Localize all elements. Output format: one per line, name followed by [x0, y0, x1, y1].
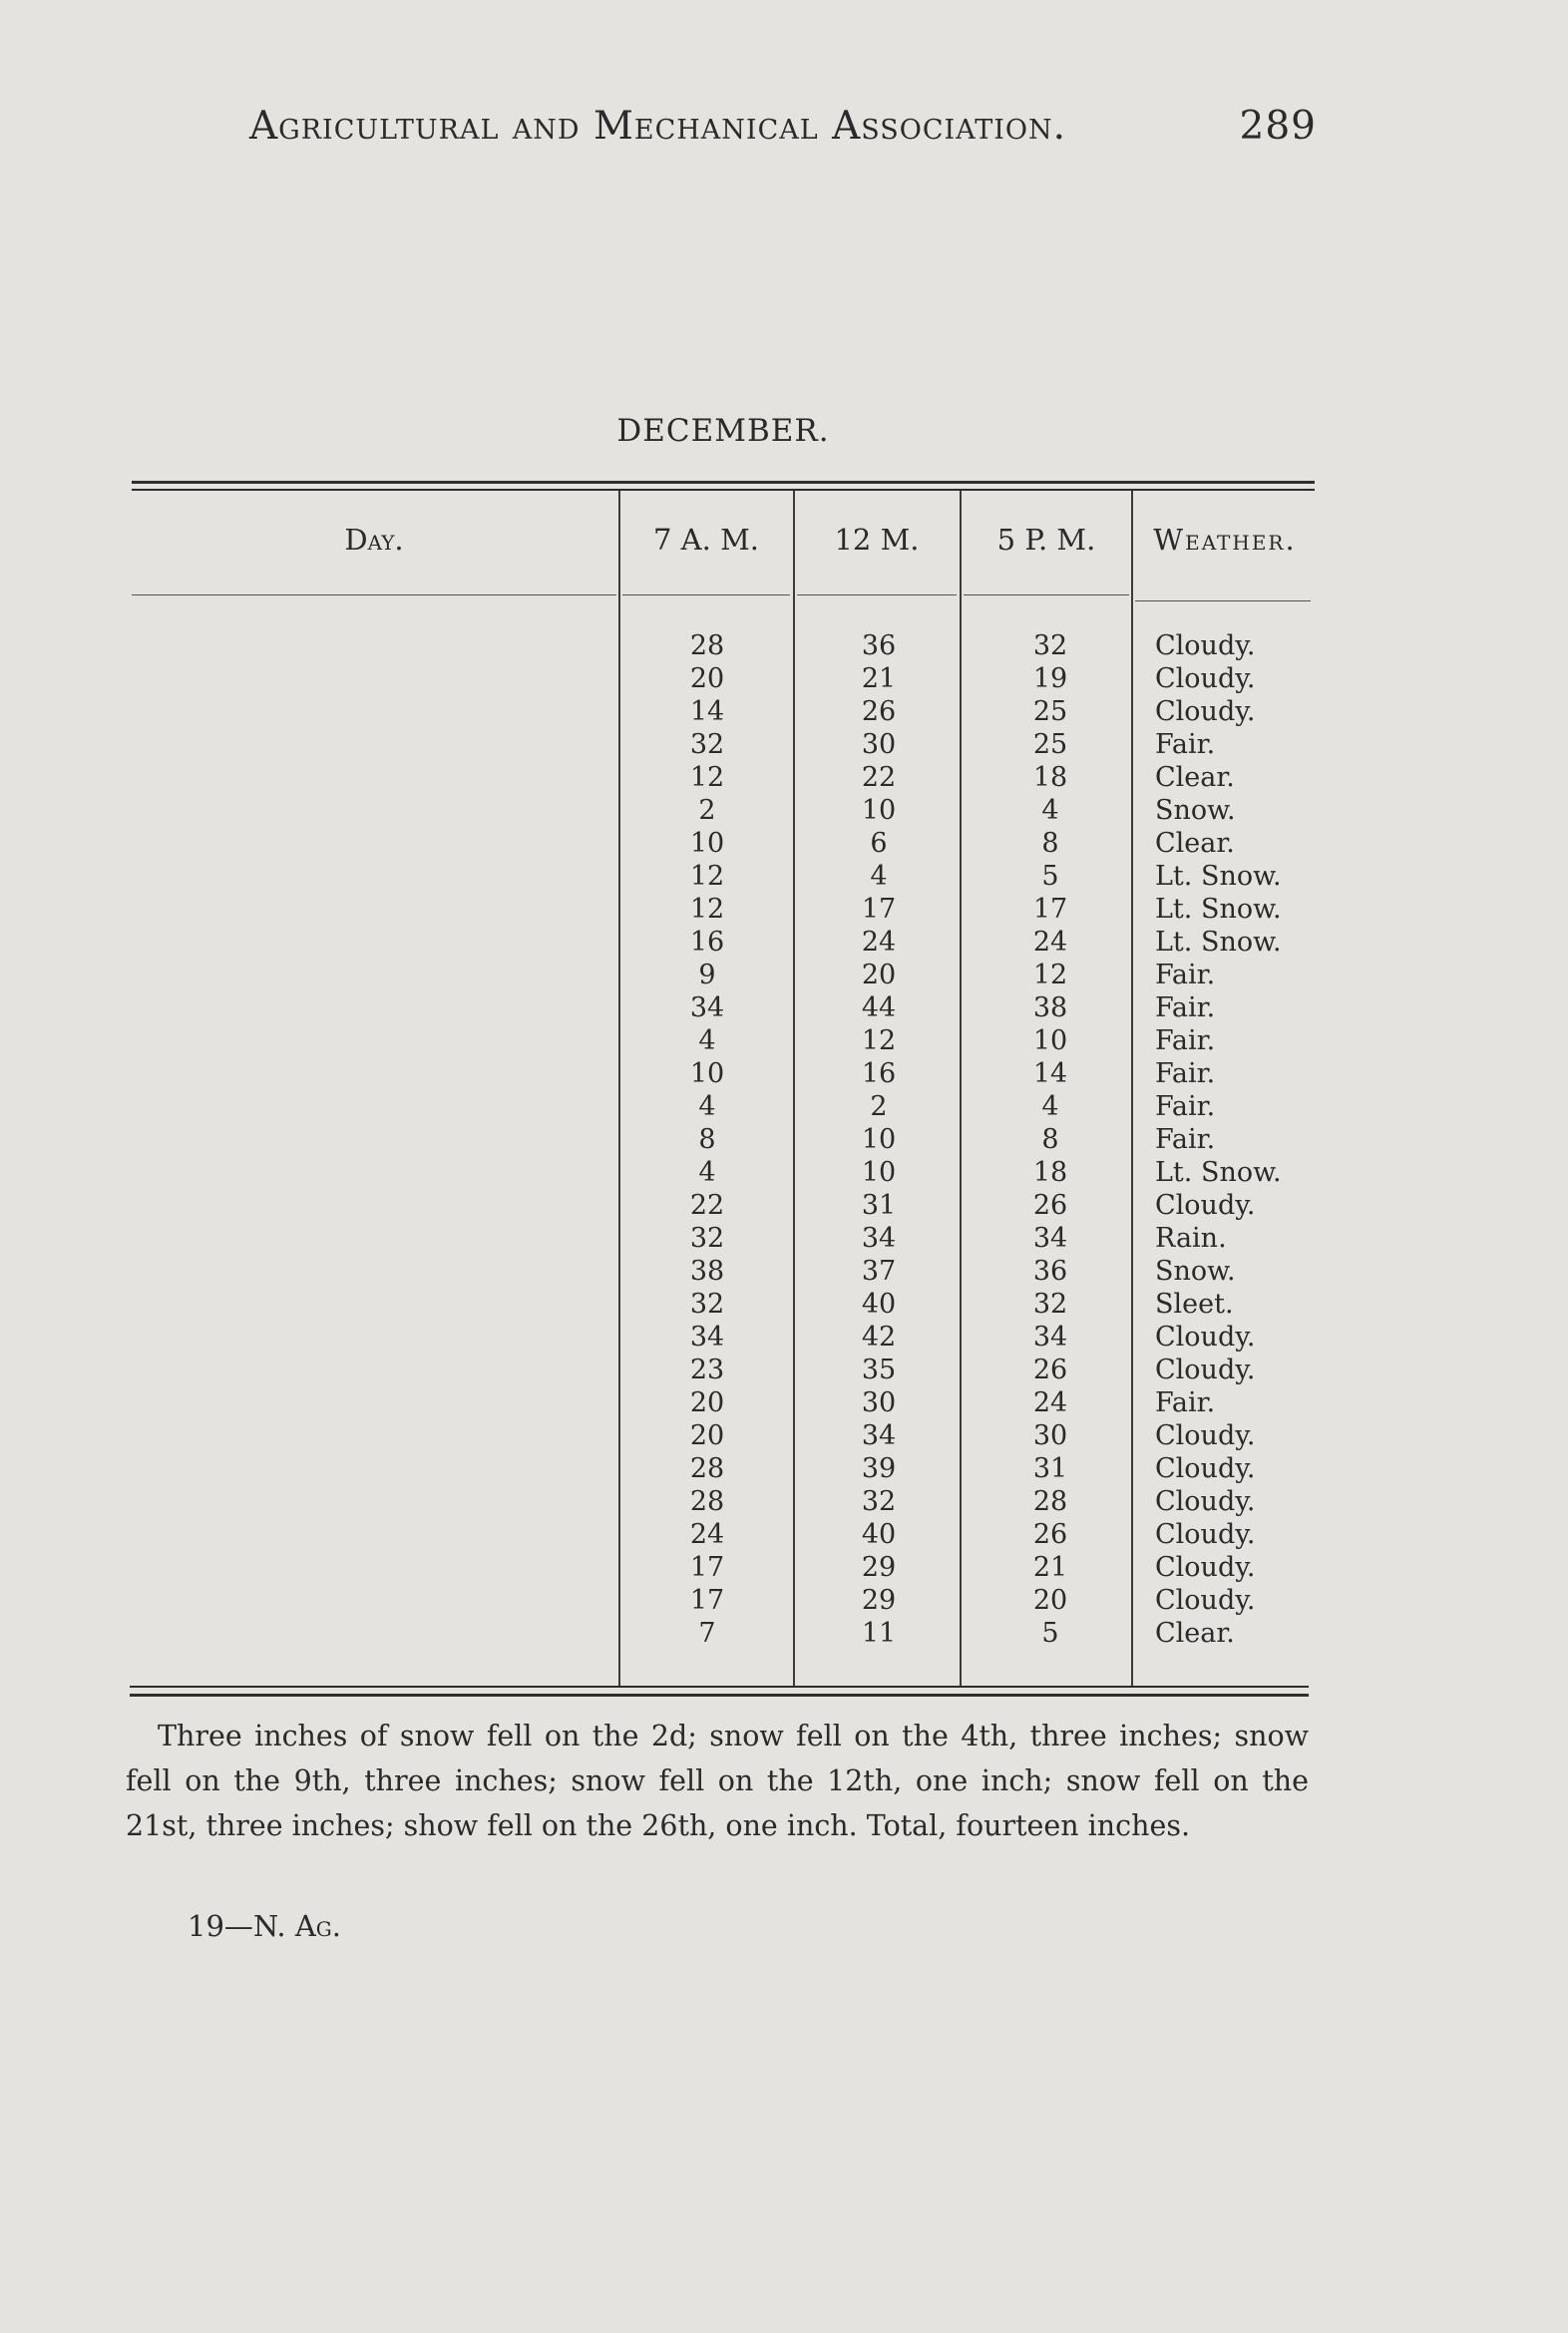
temp-5pm: 32	[1032, 630, 1068, 661]
temp-5pm: 34	[1032, 1223, 1068, 1254]
temp-7am: 10	[689, 828, 725, 859]
table-row	[0, 630, 1568, 663]
table-row	[0, 1256, 1568, 1289]
temp-7am: 28	[689, 1486, 725, 1517]
weather-cell: Fair.	[1155, 992, 1216, 1023]
column-header-7am: 7 A. M.	[653, 523, 759, 557]
temp-5pm: 5	[1041, 861, 1059, 892]
temp-5pm: 30	[1032, 1420, 1068, 1451]
weather-cell: Lt. Snow.	[1155, 894, 1282, 925]
temp-12m: 37	[861, 1256, 897, 1287]
temp-5pm: 4	[1041, 1091, 1059, 1122]
temp-5pm: 32	[1032, 1289, 1068, 1320]
weather-cell: Lt. Snow.	[1155, 1157, 1282, 1188]
table-row	[0, 894, 1568, 927]
temp-7am: 34	[689, 1322, 725, 1353]
temp-5pm: 12	[1032, 960, 1068, 990]
temp-7am: 9	[698, 960, 716, 990]
temp-7am: 8	[698, 1124, 716, 1155]
temp-5pm: 38	[1032, 992, 1068, 1023]
temp-5pm: 24	[1032, 1387, 1068, 1418]
table-row	[0, 1618, 1568, 1651]
table-row	[0, 1025, 1568, 1058]
temp-5pm: 21	[1032, 1552, 1068, 1583]
temp-5pm: 8	[1041, 828, 1059, 859]
weather-cell: Cloudy.	[1155, 1519, 1256, 1550]
temp-12m: 6	[870, 828, 888, 859]
weather-cell: Cloudy.	[1155, 1486, 1256, 1517]
temp-7am: 32	[689, 729, 725, 760]
temp-12m: 40	[861, 1289, 897, 1320]
table-row	[0, 927, 1568, 960]
table-row	[0, 1322, 1568, 1355]
temp-5pm: 24	[1032, 927, 1068, 958]
temp-7am: 32	[689, 1223, 725, 1254]
weather-cell: Snow.	[1155, 795, 1236, 826]
temp-12m: 10	[861, 1124, 897, 1155]
temp-12m: 22	[861, 762, 897, 793]
table-title: DECEMBER.	[616, 413, 830, 449]
temp-7am: 22	[689, 1190, 725, 1221]
table-row	[0, 1486, 1568, 1519]
temp-12m: 29	[861, 1552, 897, 1583]
temp-7am: 16	[689, 927, 725, 958]
table-bottom-rule-2	[130, 1694, 1309, 1697]
temp-7am: 20	[689, 1387, 725, 1418]
weather-cell: Snow.	[1155, 1256, 1236, 1287]
temp-7am: 32	[689, 1289, 725, 1320]
temp-12m: 39	[861, 1453, 897, 1484]
temp-5pm: 4	[1041, 795, 1059, 826]
header-rule	[622, 594, 790, 595]
weather-cell: Lt. Snow.	[1155, 861, 1282, 892]
weather-cell: Fair.	[1155, 960, 1216, 990]
temp-7am: 17	[689, 1552, 725, 1583]
temp-12m: 32	[861, 1486, 897, 1517]
temp-7am: 34	[689, 992, 725, 1023]
weather-cell: Clear.	[1155, 762, 1235, 793]
temp-7am: 4	[698, 1091, 716, 1122]
table-top-rule-2	[132, 489, 1315, 491]
weather-cell: Cloudy.	[1155, 663, 1256, 694]
column-header-day: Day.	[344, 523, 404, 557]
temp-7am: 4	[698, 1157, 716, 1188]
temp-7am: 10	[689, 1058, 725, 1089]
temp-12m: 40	[861, 1519, 897, 1550]
temp-5pm: 17	[1032, 894, 1068, 925]
temp-12m: 11	[861, 1618, 897, 1649]
temp-12m: 10	[861, 795, 897, 826]
temp-12m: 4	[870, 861, 888, 892]
temp-7am: 7	[698, 1618, 716, 1649]
column-header-weather: Weather.	[1153, 523, 1297, 557]
weather-cell: Clear.	[1155, 1618, 1235, 1649]
temp-12m: 24	[861, 927, 897, 958]
table-row	[0, 1585, 1568, 1618]
temp-5pm: 28	[1032, 1486, 1068, 1517]
weather-cell: Fair.	[1155, 1025, 1216, 1056]
header-rule	[1135, 600, 1311, 601]
table-row	[0, 828, 1568, 861]
table-row	[0, 696, 1568, 729]
temp-7am: 38	[689, 1256, 725, 1287]
temp-5pm: 26	[1032, 1519, 1068, 1550]
temp-5pm: 36	[1032, 1256, 1068, 1287]
table-row	[0, 1519, 1568, 1552]
signature-prefix: 19—	[188, 1909, 253, 1943]
temp-12m: 30	[861, 1387, 897, 1418]
weather-cell: Fair.	[1155, 1387, 1216, 1418]
weather-cell: Clear.	[1155, 828, 1235, 859]
table-row	[0, 1091, 1568, 1124]
table-row	[0, 762, 1568, 795]
table-row	[0, 663, 1568, 696]
column-header-12m: 12 M.	[834, 523, 920, 557]
weather-cell: Fair.	[1155, 1058, 1216, 1089]
temp-5pm: 26	[1032, 1355, 1068, 1385]
temp-7am: 28	[689, 1453, 725, 1484]
header-rule	[132, 594, 616, 595]
table-row	[0, 1453, 1568, 1486]
temp-12m: 34	[861, 1420, 897, 1451]
temp-7am: 24	[689, 1519, 725, 1550]
temp-12m: 26	[861, 696, 897, 727]
weather-cell: Lt. Snow.	[1155, 927, 1282, 958]
temp-12m: 31	[861, 1190, 897, 1221]
temp-7am: 12	[689, 861, 725, 892]
weather-cell: Cloudy.	[1155, 1355, 1256, 1385]
weather-cell: Sleet.	[1155, 1289, 1234, 1320]
temp-7am: 4	[698, 1025, 716, 1056]
running-title: Agricultural and Mechanical Association.	[249, 104, 1067, 149]
weather-cell: Fair.	[1155, 1124, 1216, 1155]
temp-12m: 17	[861, 894, 897, 925]
weather-cell: Cloudy.	[1155, 1585, 1256, 1616]
temp-7am: 2	[698, 795, 716, 826]
page-number: 289	[1239, 104, 1317, 149]
table-row	[0, 960, 1568, 992]
temp-7am: 17	[689, 1585, 725, 1616]
temp-7am: 23	[689, 1355, 725, 1385]
table-row	[0, 1058, 1568, 1091]
temp-12m: 44	[861, 992, 897, 1023]
temp-12m: 29	[861, 1585, 897, 1616]
temp-12m: 35	[861, 1355, 897, 1385]
header-rule	[964, 594, 1129, 595]
table-bottom-rule	[130, 1686, 1309, 1688]
temp-5pm: 14	[1032, 1058, 1068, 1089]
temp-5pm: 31	[1032, 1453, 1068, 1484]
temp-12m: 36	[861, 630, 897, 661]
temp-5pm: 34	[1032, 1322, 1068, 1353]
table-row	[0, 992, 1568, 1025]
column-header-5pm: 5 P. M.	[996, 523, 1096, 557]
temp-12m: 42	[861, 1322, 897, 1353]
temp-5pm: 10	[1032, 1025, 1068, 1056]
table-row	[0, 1387, 1568, 1420]
signature-mark	[188, 1909, 341, 1943]
table-row	[0, 1124, 1568, 1157]
temp-12m: 34	[861, 1223, 897, 1254]
temp-7am: 28	[689, 630, 725, 661]
table-row	[0, 1552, 1568, 1585]
table-row	[0, 861, 1568, 894]
temp-5pm: 5	[1041, 1618, 1059, 1649]
table-row	[0, 1223, 1568, 1256]
table-row	[0, 1190, 1568, 1223]
temp-5pm: 25	[1032, 696, 1068, 727]
temp-7am: 12	[689, 894, 725, 925]
weather-cell: Cloudy.	[1155, 1453, 1256, 1484]
weather-cell: Fair.	[1155, 729, 1216, 760]
weather-cell: Rain.	[1155, 1223, 1227, 1254]
temp-12m: 20	[861, 960, 897, 990]
table-row	[0, 1420, 1568, 1453]
temp-12m: 2	[870, 1091, 888, 1122]
temp-12m: 30	[861, 729, 897, 760]
weather-cell: Cloudy.	[1155, 630, 1256, 661]
temp-5pm: 26	[1032, 1190, 1068, 1221]
weather-cell: Cloudy.	[1155, 1552, 1256, 1583]
table-top-rule	[132, 481, 1315, 484]
temp-5pm: 19	[1032, 663, 1068, 694]
temp-12m: 12	[861, 1025, 897, 1056]
table-row	[0, 1157, 1568, 1190]
running-head	[249, 104, 1317, 149]
temp-7am: 12	[689, 762, 725, 793]
temp-5pm: 18	[1032, 1157, 1068, 1188]
table-row	[0, 729, 1568, 762]
temp-5pm: 25	[1032, 729, 1068, 760]
weather-cell: Cloudy.	[1155, 1420, 1256, 1451]
weather-cell: Cloudy.	[1155, 1190, 1256, 1221]
temp-7am: 14	[689, 696, 725, 727]
temp-5pm: 20	[1032, 1585, 1068, 1616]
table-row	[0, 795, 1568, 828]
temp-7am: 20	[689, 663, 725, 694]
header-rule	[797, 594, 957, 595]
temp-12m: 21	[861, 663, 897, 694]
signature-label: N. Ag.	[252, 1909, 342, 1943]
snowfall-note	[126, 1714, 1309, 1848]
temp-12m: 16	[861, 1058, 897, 1089]
weather-cell: Fair.	[1155, 1091, 1216, 1122]
note-text: Three inches of snow fell on the 2d; snow fell on the 4th, three inches; snow fell on the 9th, three inches; snow fell on the 12th, one inch; snow fell on the 21st, three inches; show fell on the 26th, one inch. Total, fourteen inches.	[126, 1720, 1309, 1842]
temp-12m: 10	[861, 1157, 897, 1188]
weather-cell: Cloudy.	[1155, 1322, 1256, 1353]
table-row	[0, 1289, 1568, 1322]
weather-cell: Cloudy.	[1155, 696, 1256, 727]
table-row	[0, 1355, 1568, 1387]
temp-5pm: 18	[1032, 762, 1068, 793]
temp-7am: 20	[689, 1420, 725, 1451]
temp-5pm: 8	[1041, 1124, 1059, 1155]
